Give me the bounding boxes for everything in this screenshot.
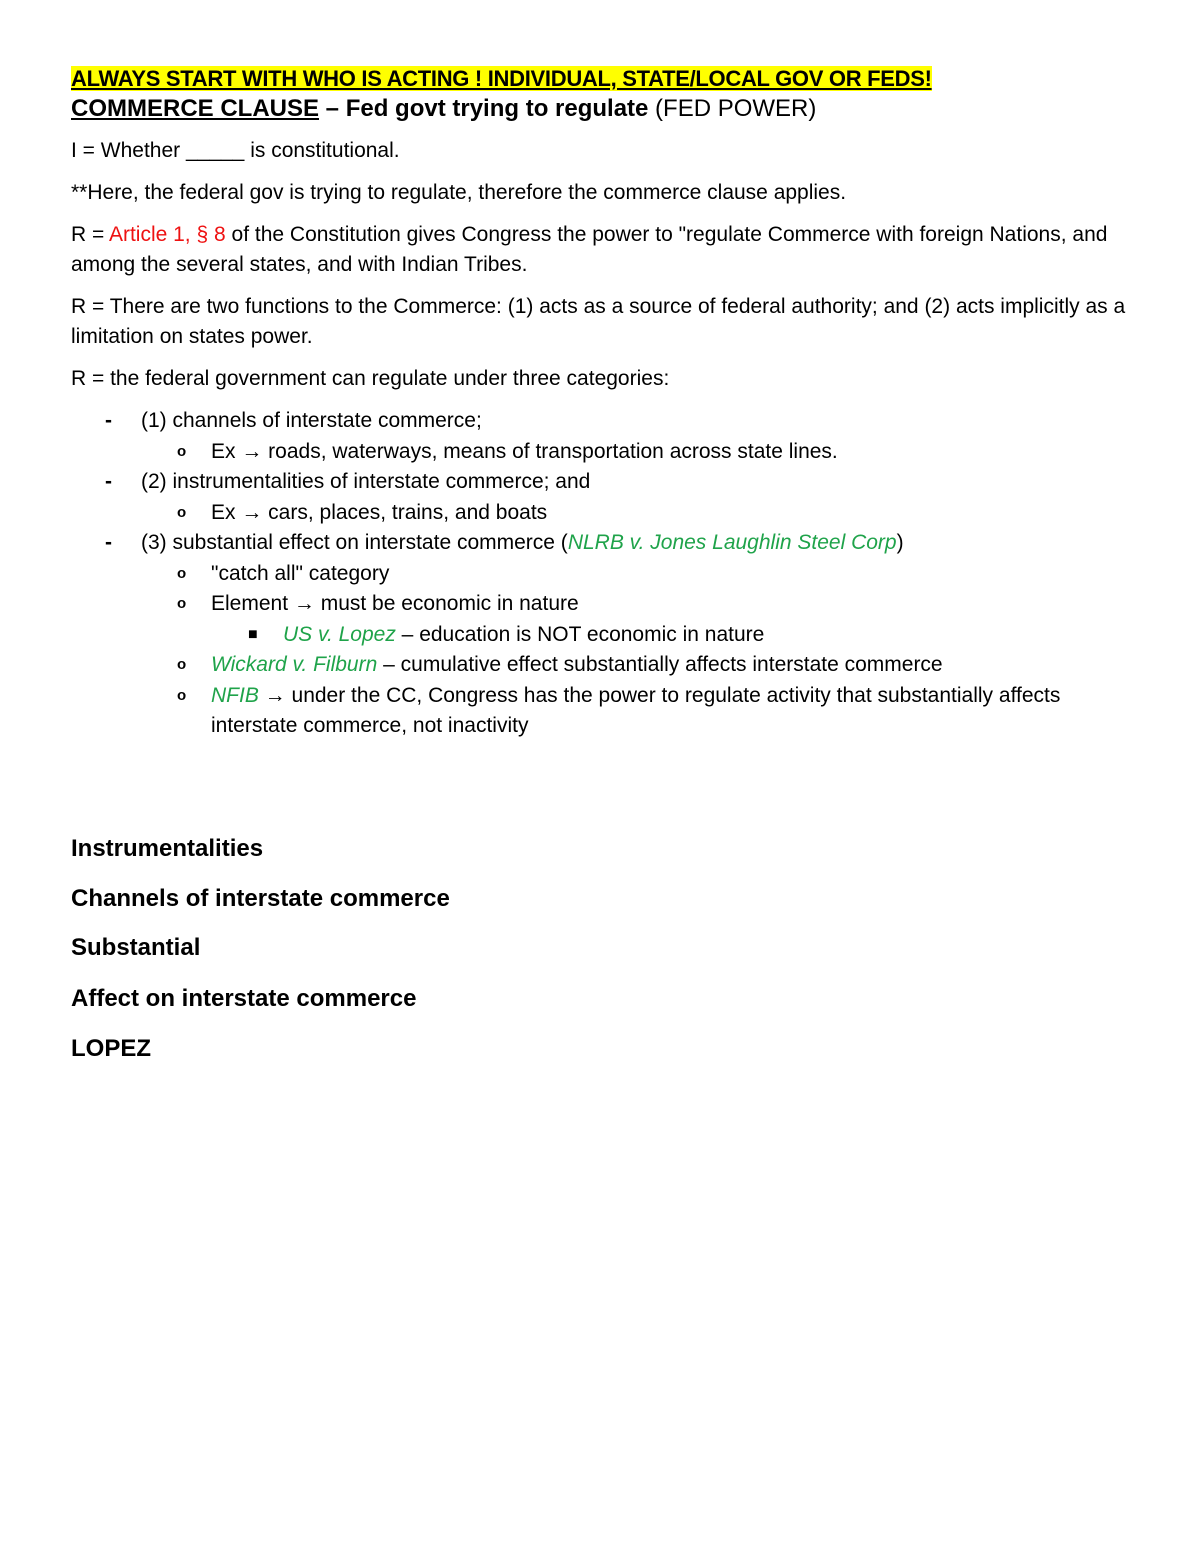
mnemonic-text: ffect on interstate commerce — [88, 985, 417, 1012]
dash-bullet-icon: - — [105, 409, 112, 432]
wickard-note: – cumulative effect substantially affects interstate commerce — [377, 653, 943, 676]
list-item — [71, 528, 1131, 559]
case-lopez: US v. Lopez — [283, 622, 396, 646]
category-2: (2) instrumentalities of interstate commerce; and — [141, 470, 591, 493]
mnemonic-line — [71, 984, 416, 1014]
mnemonic-initial: S — [71, 934, 88, 961]
document-body — [71, 66, 1131, 742]
section-title — [71, 94, 1131, 124]
rule-2: R = There are two functions to the Commerce: (1) acts as a source of federal authority; and (2) acts implicitly as a limitation on states power. — [71, 295, 1126, 348]
rule-3: R = the federal government can regulate under three categories: — [71, 367, 670, 390]
case-nlrb: NLRB v. Jones Laughlin Steel Corp — [567, 531, 897, 554]
list-item — [71, 650, 1131, 681]
category-3-close: ) — [896, 531, 904, 554]
catch-all-note: "catch all" category — [211, 561, 390, 585]
list-item — [71, 681, 1131, 742]
mnemonic-text: nstrumentalities — [77, 835, 264, 862]
list-item — [71, 437, 1131, 468]
mnemonic-text: hannels of interstate commerce — [88, 885, 450, 912]
mnemonic-initial: C — [71, 885, 89, 912]
list-item — [71, 589, 1131, 620]
dash-bullet-icon: - — [105, 531, 112, 554]
circle-bullet-icon: o — [177, 442, 187, 460]
circle-bullet-icon: o — [177, 503, 187, 521]
mnemonic-line — [71, 933, 200, 963]
mnemonic-initial: I — [71, 835, 78, 862]
rule-1-text: of the Constitution gives Congress the power to "regulate Commerce with foreign Nations, and among the several states, and with Indian Tribes. — [71, 223, 1108, 276]
category-1-example: Ex → roads, waterways, means of transportation across state lines. — [211, 439, 838, 463]
list-item — [71, 467, 1131, 498]
mnemonic-initial: A — [71, 985, 89, 1012]
mnemonic-line — [71, 834, 263, 864]
lopez-note: – education is NOT economic in nature — [395, 622, 765, 646]
list-item — [71, 406, 1131, 437]
rule-1-prefix: R = — [71, 223, 109, 246]
title-plain: (FED POWER) — [648, 95, 817, 122]
circle-bullet-icon: o — [177, 595, 187, 612]
list-item — [71, 620, 1131, 651]
category-3: (3) substantial effect on interstate commerce ( — [141, 531, 568, 554]
case-wickard: Wickard v. Filburn — [211, 653, 378, 676]
warning-banner: ALWAYS START WITH WHO IS ACTING ! INDIVIDUAL, STATE/LOCAL GOV OR FEDS! — [71, 66, 932, 91]
issue-line: I = Whether _____ is constitutional. — [71, 139, 400, 162]
circle-bullet-icon: o — [177, 564, 187, 582]
dash-bullet-icon: - — [105, 470, 112, 493]
mnemonic-text: ubstantial — [87, 934, 201, 961]
case-nfib: NFIB — [211, 683, 259, 707]
circle-bullet-icon: o — [177, 686, 187, 704]
list-item — [71, 498, 1131, 529]
square-bullet-icon: ■ — [248, 625, 258, 643]
element-note: Element → must be economic in nature — [211, 592, 579, 615]
title-bold: COMMERCE CLAUSE — [71, 95, 320, 122]
rule-1 — [71, 220, 1131, 280]
circle-bullet-icon: o — [177, 656, 187, 673]
category-1: (1) channels of interstate commerce; — [141, 409, 482, 432]
title-sub: – Fed govt trying to regulate — [319, 95, 649, 122]
mnemonic-line — [71, 884, 450, 914]
nfib-note: → under the CC, Congress has the power to regulate activity that substantially affects interstate commerce, not inactivity — [211, 683, 1061, 737]
mnemonic-text: LOPEZ — [71, 1035, 152, 1062]
category-2-example: Ex → cars, places, trains, and boats — [211, 500, 548, 524]
mnemonic-line — [71, 1034, 151, 1064]
note-line: **Here, the federal gov is trying to regulate, therefore the commerce clause applies. — [71, 181, 847, 204]
citation-article-1: Article 1, § 8 — [108, 223, 226, 246]
list-item — [71, 559, 1131, 590]
categories-list — [71, 406, 1131, 742]
